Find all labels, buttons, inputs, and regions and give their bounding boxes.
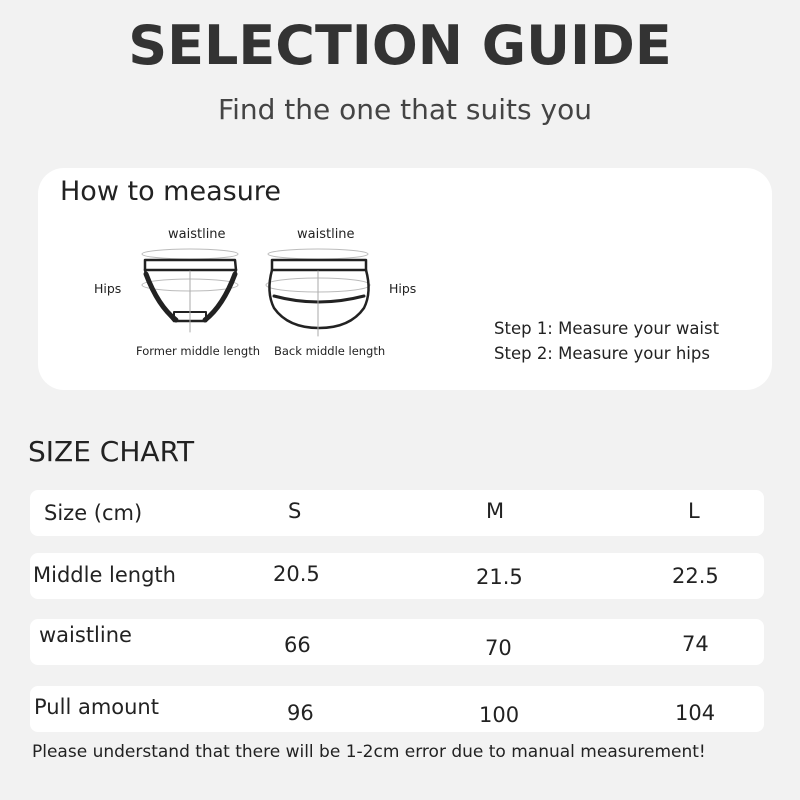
back-brief-icon — [266, 249, 370, 336]
cell-middle-length-m: 21.5 — [476, 565, 523, 589]
size-chart-title: SIZE CHART — [28, 435, 195, 468]
size-header-label: Size (cm) — [44, 501, 143, 525]
how-to-measure-card — [38, 168, 772, 390]
cell-pull-amount-l: 104 — [675, 701, 716, 725]
back-waistline-label: waistline — [297, 227, 355, 242]
size-m-header: M — [486, 499, 505, 523]
briefs-illustration — [88, 224, 428, 344]
row-label-middle-length: Middle length — [33, 563, 176, 587]
step-1-text: Step 1: Measure your waist — [494, 319, 720, 338]
size-l-header: L — [688, 499, 700, 523]
front-middle-length-label: Former middle length — [136, 344, 261, 358]
row-label-waistline: waistline — [39, 623, 132, 647]
page-title: SELECTION GUIDE — [128, 14, 672, 77]
table-row — [30, 619, 764, 665]
front-hips-label: Hips — [94, 281, 122, 296]
size-header-row — [30, 490, 764, 536]
back-middle-length-label: Back middle length — [274, 344, 386, 358]
cell-waistline-m: 70 — [485, 636, 512, 660]
cell-middle-length-l: 22.5 — [672, 564, 719, 588]
cell-waistline-s: 66 — [284, 633, 311, 657]
cell-pull-amount-m: 100 — [479, 703, 520, 727]
cell-waistline-l: 74 — [682, 632, 709, 656]
table-row — [30, 686, 764, 732]
back-hips-label: Hips — [389, 281, 417, 296]
size-s-header: S — [288, 499, 302, 523]
step-2-text: Step 2: Measure your hips — [494, 344, 710, 363]
how-to-measure-title: How to measure — [60, 176, 281, 207]
table-row — [30, 553, 764, 599]
measure-steps — [494, 316, 719, 366]
cell-pull-amount-s: 96 — [287, 701, 314, 725]
row-label-pull-amount: Pull amount — [34, 695, 159, 719]
measurement-error-note: Please understand that there will be 1-2cm error due to manual measurement! — [32, 742, 706, 762]
front-waistline-label: waistline — [168, 227, 226, 242]
front-brief-icon — [142, 249, 238, 332]
cell-middle-length-s: 20.5 — [273, 562, 320, 586]
page-subtitle: Find the one that suits you — [218, 93, 592, 126]
